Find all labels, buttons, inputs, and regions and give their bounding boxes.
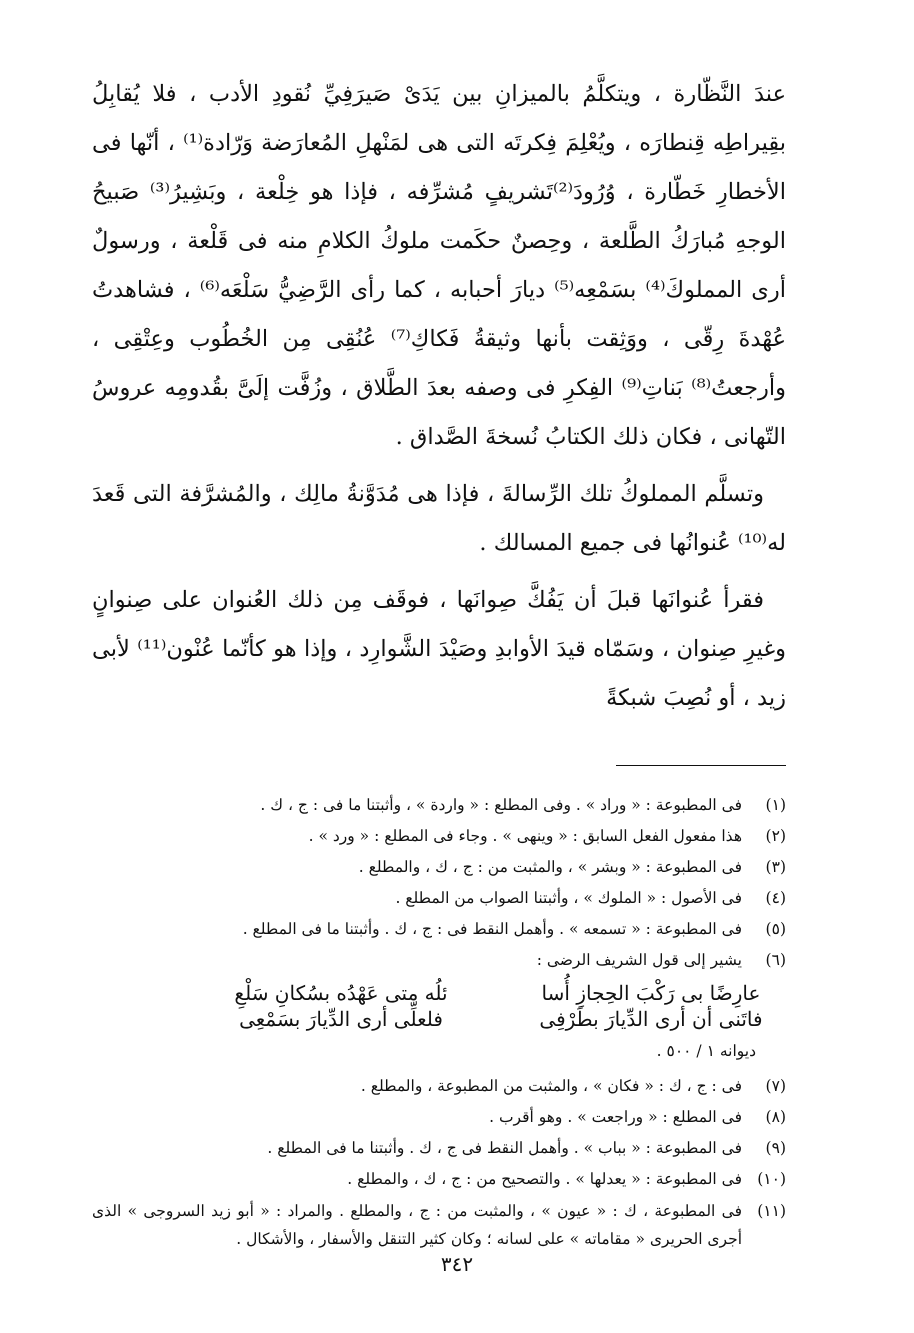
footnote-number: (٣) xyxy=(765,858,786,876)
footnote-10 xyxy=(92,1164,786,1195)
footnote-6 xyxy=(92,945,786,976)
footnote-text: فى المطلع : « وراجعت » . وهو أقرب . xyxy=(489,1108,742,1126)
page-number: ٣٤٢ xyxy=(440,1252,474,1276)
footnote-7 xyxy=(92,1071,786,1102)
paragraph-3: فقرأ عُنوانَها قبلَ أن يَفُكَّ صِوانَها ، فوقَف مِن ذلك العُنوان على صِنوانٍ وغيرِ صِنوان ، وسَمّاه قيدَ الأوابدِ وصَيْدَ الشَّوارِد ، وإذا هو كأنّما عُنْون⁽¹¹⁾ لأبى زيد ، أو نُصِبَ شبكةً xyxy=(92,587,786,711)
main-text xyxy=(92,70,786,723)
footnote-number: (١) xyxy=(765,796,786,814)
footnote-4 xyxy=(92,883,786,914)
footnote-number: (٦) xyxy=(765,951,786,969)
footnote-5 xyxy=(92,914,786,945)
footnote-text: فى الأصول : « الملوك » ، وأثبتنا الصواب من المطلع . xyxy=(395,889,742,907)
footnote-8 xyxy=(92,1102,786,1133)
footnote-number: (٨) xyxy=(765,1108,786,1126)
footnotes xyxy=(92,790,786,1253)
footnote-text: فى المطبوعة : « وبشر » ، والمثبت من : ج ، ك ، والمطلع . xyxy=(358,858,742,876)
footnote-number: (٥) xyxy=(765,920,786,938)
footnote-number: (١٠) xyxy=(757,1170,786,1188)
verse-hemistich-second: ئلُه متى عَهْدُه بسُكانِ سَلْعِ xyxy=(234,981,448,1005)
verse-hemistich-second: فلعلِّى أرى الدِّيارَ بسَمْعِى xyxy=(239,1007,443,1031)
footnote-text: يشير إلى قول الشريف الرضى : xyxy=(536,951,742,969)
footnote-3 xyxy=(92,852,786,883)
poem-verse xyxy=(92,980,786,1032)
footnote-separator xyxy=(616,765,786,766)
footnote-text: فى المطبوعة : « تسمعه » . وأهمل النقط فى : ج ، ك . وأثبتنا ما فى المطلع . xyxy=(242,920,742,938)
verse-hemistich-first: عارِضًا بى رَكْبَ الحِجازِ أُسا xyxy=(541,981,761,1005)
verse-line-2 xyxy=(92,1006,786,1032)
footnote-text: فى المطبوعة : « بباب » . وأهمل النقط فى ج ، ك . وأثبتنا ما فى المطلع . xyxy=(267,1139,742,1157)
footnote-2 xyxy=(92,821,786,852)
verse-hemistich-first: فاتَنى أن أرى الدِّيارَ بطَرْفِى xyxy=(539,1007,763,1031)
footnote-text: فى المطبوعة : « وراد » . وفى المطلع : « واردة » ، وأثبتنا ما فى : ج ، ك . xyxy=(260,796,742,814)
footnote-text: فى المطبوعة : « يعدلها » . والتصحيح من : ج ، ك ، والمطلع . xyxy=(347,1170,742,1188)
footnote-11 xyxy=(92,1197,786,1253)
footnote-9 xyxy=(92,1133,786,1164)
footnote-number: (٤) xyxy=(765,889,786,907)
paragraph-2: وتسلَّم المملوكُ تلك الرِّسالةَ ، فإذا هى مُدَوَّنةُ مالِك ، والمُشرَّفة التى قَعدَ له⁽¹⁰⁾ عُنوانُها فى جميع المسالك . xyxy=(92,481,786,556)
verse-source: ديوانه ١ / ٥٠٠ . xyxy=(656,1042,756,1060)
footnote-text: هذا مفعول الفعل السابق : « وينهى » . وجاء فى المطلع : « ورد » . xyxy=(308,827,742,845)
verse-line-1 xyxy=(92,980,786,1006)
paragraph-1: عندَ النَّظّارة ، ويتكلَّمُ بالميزانِ بين يَدَىْ صَيرَفِيِّ نُقودِ الأدب ، فلا يُقابِلُ بقِيراطِه قِنطارَه ، ويُعْلِمَ فِكرتَه التى هى لمَنْهلِ المُعارَضة وَرّادة⁽¹⁾ ، أنّها فى الأخطارِ خَطّارة ، وُرُودَ⁽²⁾تَشريفٍ مُشرِّفه ، فإذا هو خِلْعة ، وبَشِيرُ⁽³⁾ صَبيحُ الوجهِ مُبارَكُ الطَّلعة ، وحِصنٌ حكَمت ملوكُ الكلامِ منه فى قَلْعة ، ورسولٌ أرى المملوكَ⁽⁴⁾ بسَمْعِه⁽⁵⁾ ديارَ أحبابه ، كما رأى الرَّضِيُّ سَلْعَه⁽⁶⁾ ، فشاهدتُ عُهْدةَ رِقّى ، ووَثِقت بأنها وثيقةُ فَكاكِ⁽⁷⁾ عُنُقِى مِن الخُطُوب وعِتْقِى ، وأرجعتُ⁽⁸⁾ بَناتِ⁽⁹⁾ الفِكرِ فى وصفه بعدَ الطَّلاق ، وزُفَّت إلَىَّ بقُدومِه عروسُ التّهانى ، فكان ذلك الكتابُ نُسخةَ الصَّداق . xyxy=(92,81,787,450)
footnote-number: (٩) xyxy=(765,1139,786,1157)
footnote-number: (١١) xyxy=(757,1202,786,1220)
footnote-number: (٧) xyxy=(765,1077,786,1095)
footnote-text: فى : ج ، ك : « فكان » ، والمثبت من المطبوعة ، والمطلع . xyxy=(360,1077,742,1095)
footnote-number: (٢) xyxy=(765,827,786,845)
footnote-1 xyxy=(92,790,786,821)
footnote-text: فى المطبوعة ، ك : « عيون » ، والمثبت من : ج ، والمطلع . والمراد : « أبو زيد السروجى » الذى أجرى الحريرى « مقاماته » على لسانه ؛ وكان كثير التنقل والأسفار ، والأشكال . xyxy=(92,1202,742,1248)
